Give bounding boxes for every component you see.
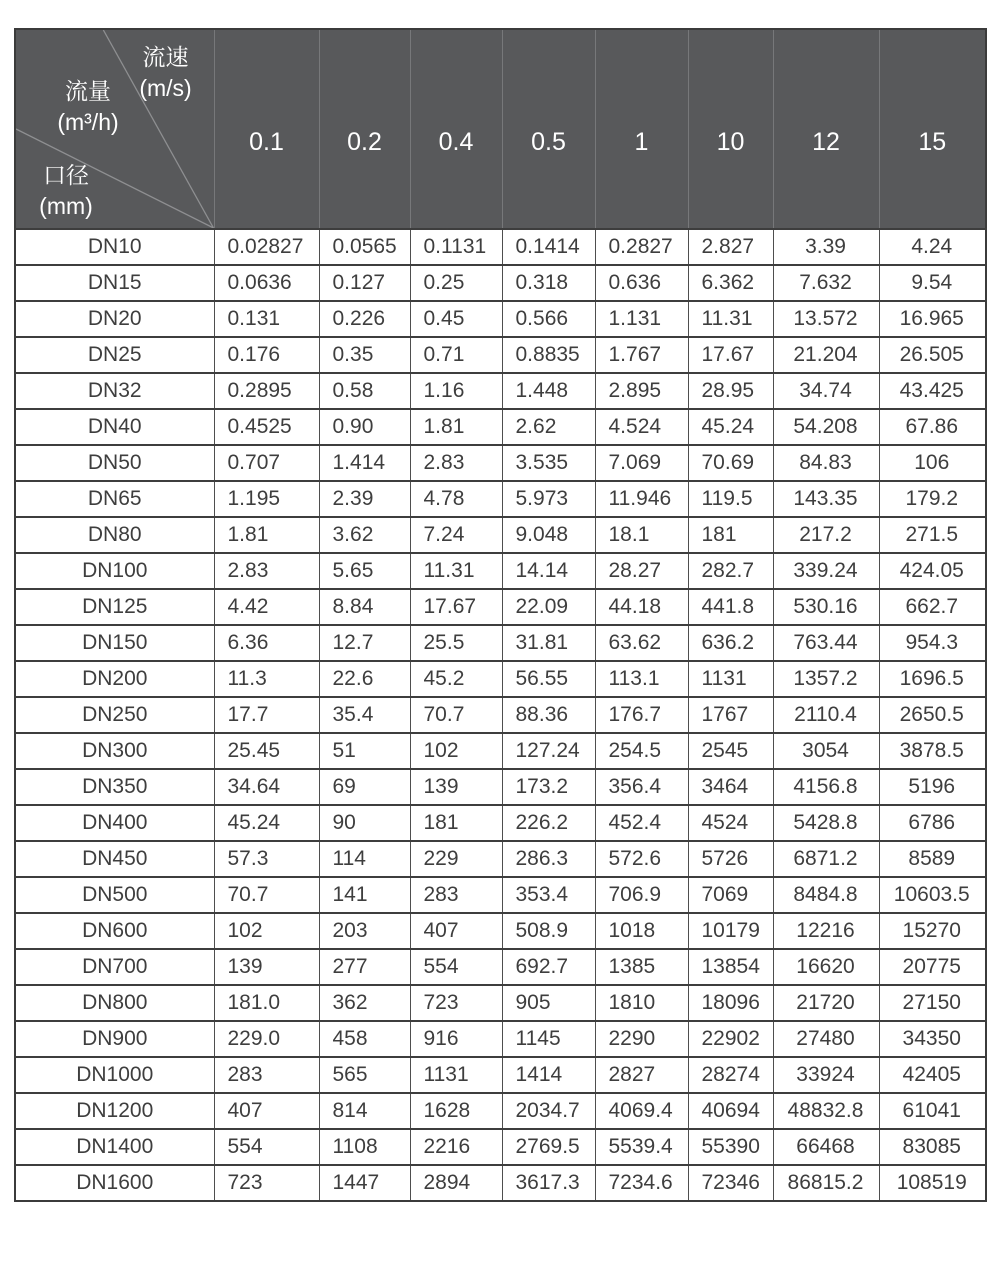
flow-value-cell: 12216 (773, 913, 879, 949)
dn-diameter-label: DN400 (15, 805, 214, 841)
flow-value-cell: 0.318 (502, 265, 595, 301)
flow-value-cell: 3878.5 (879, 733, 986, 769)
dn-diameter-label: DN20 (15, 301, 214, 337)
flow-value-cell: 1.195 (214, 481, 319, 517)
dn-diameter-label: DN150 (15, 625, 214, 661)
flow-value-cell: 102 (214, 913, 319, 949)
flow-value-cell: 45.24 (214, 805, 319, 841)
flow-value-cell: 692.7 (502, 949, 595, 985)
velocity-header-10: 10 (688, 29, 773, 229)
table-row (15, 1093, 986, 1129)
dn-diameter-label: DN32 (15, 373, 214, 409)
flow-value-cell: 57.3 (214, 841, 319, 877)
table-row (15, 481, 986, 517)
flow-value-cell: 1018 (595, 913, 688, 949)
flow-value-cell: 407 (410, 913, 502, 949)
flow-value-cell: 2769.5 (502, 1129, 595, 1165)
dn-diameter-label: DN500 (15, 877, 214, 913)
flow-value-cell: 2827 (595, 1057, 688, 1093)
flow-value-cell: 44.18 (595, 589, 688, 625)
flow-value-cell: 70.69 (688, 445, 773, 481)
flow-value-cell: 0.2827 (595, 229, 688, 265)
table-row (15, 841, 986, 877)
dn-diameter-label: DN200 (15, 661, 214, 697)
flow-value-cell: 13854 (688, 949, 773, 985)
flow-value-cell: 16620 (773, 949, 879, 985)
dn-diameter-label: DN25 (15, 337, 214, 373)
flow-value-cell: 723 (410, 985, 502, 1021)
flow-value-cell: 1131 (688, 661, 773, 697)
flow-value-cell: 13.572 (773, 301, 879, 337)
dn-diameter-label: DN800 (15, 985, 214, 1021)
flow-value-cell: 28274 (688, 1057, 773, 1093)
flow-value-cell: 25.5 (410, 625, 502, 661)
flow-value-cell: 662.7 (879, 589, 986, 625)
flow-value-cell: 1810 (595, 985, 688, 1021)
flow-value-cell: 22.09 (502, 589, 595, 625)
flow-value-cell: 1.767 (595, 337, 688, 373)
flow-value-cell: 33924 (773, 1057, 879, 1093)
flow-value-cell: 10603.5 (879, 877, 986, 913)
flow-value-cell: 7069 (688, 877, 773, 913)
flow-value-cell: 0.58 (319, 373, 410, 409)
flow-value-cell: 4524 (688, 805, 773, 841)
flow-value-cell: 11.946 (595, 481, 688, 517)
flow-value-cell: 0.71 (410, 337, 502, 373)
flow-unit-text: (m³/h) (57, 109, 119, 135)
flow-value-cell: 2650.5 (879, 697, 986, 733)
flow-value-cell: 0.45 (410, 301, 502, 337)
flow-value-cell: 143.35 (773, 481, 879, 517)
flow-value-cell: 4.24 (879, 229, 986, 265)
flow-value-cell: 34.74 (773, 373, 879, 409)
dn-diameter-label: DN65 (15, 481, 214, 517)
flow-value-cell: 83085 (879, 1129, 986, 1165)
flow-value-cell: 0.226 (319, 301, 410, 337)
flow-value-cell: 1.414 (319, 445, 410, 481)
flow-value-cell: 48832.8 (773, 1093, 879, 1129)
table-row (15, 229, 986, 265)
flow-value-cell: 2034.7 (502, 1093, 595, 1129)
flow-value-cell: 69 (319, 769, 410, 805)
flow-value-cell: 1767 (688, 697, 773, 733)
table-row (15, 589, 986, 625)
flow-value-cell: 229.0 (214, 1021, 319, 1057)
flow-value-cell: 2216 (410, 1129, 502, 1165)
flow-value-cell: 67.86 (879, 409, 986, 445)
flow-value-cell: 70.7 (410, 697, 502, 733)
table-row (15, 769, 986, 805)
flow-value-cell: 11.3 (214, 661, 319, 697)
flow-value-cell: 17.67 (688, 337, 773, 373)
flow-value-cell: 441.8 (688, 589, 773, 625)
flow-value-cell: 55390 (688, 1129, 773, 1165)
flow-value-cell: 35.4 (319, 697, 410, 733)
flow-value-cell: 7.632 (773, 265, 879, 301)
table-row (15, 1165, 986, 1201)
flow-value-cell: 286.3 (502, 841, 595, 877)
flow-value-cell: 1628 (410, 1093, 502, 1129)
flow-value-cell: 706.9 (595, 877, 688, 913)
flow-value-cell: 7.069 (595, 445, 688, 481)
flow-value-cell: 905 (502, 985, 595, 1021)
flow-value-cell: 217.2 (773, 517, 879, 553)
velocity-header-12: 12 (773, 29, 879, 229)
flow-value-cell: 20775 (879, 949, 986, 985)
flow-value-cell: 424.05 (879, 553, 986, 589)
flow-value-cell: 127.24 (502, 733, 595, 769)
flow-value-cell: 2.827 (688, 229, 773, 265)
flow-value-cell: 3617.3 (502, 1165, 595, 1201)
table-row (15, 517, 986, 553)
table-row (15, 661, 986, 697)
flow-value-cell: 0.35 (319, 337, 410, 373)
flow-value-cell: 1.131 (595, 301, 688, 337)
dn-diameter-label: DN600 (15, 913, 214, 949)
flow-value-cell: 0.0565 (319, 229, 410, 265)
velocity-header-0.5: 0.5 (502, 29, 595, 229)
table-row (15, 409, 986, 445)
flow-value-cell: 0.1131 (410, 229, 502, 265)
flow-value-cell: 3.39 (773, 229, 879, 265)
flow-value-cell: 119.5 (688, 481, 773, 517)
flow-value-cell: 226.2 (502, 805, 595, 841)
flow-value-cell: 283 (410, 877, 502, 913)
flow-value-cell: 5.973 (502, 481, 595, 517)
flow-value-cell: 173.2 (502, 769, 595, 805)
dn-diameter-label: DN350 (15, 769, 214, 805)
dn-diameter-label: DN1600 (15, 1165, 214, 1201)
flow-value-cell: 530.16 (773, 589, 879, 625)
corner-diameter-label (30, 160, 102, 222)
flow-value-cell: 139 (214, 949, 319, 985)
flow-value-cell: 1.81 (410, 409, 502, 445)
flow-value-cell: 1696.5 (879, 661, 986, 697)
flow-value-cell: 2.83 (214, 553, 319, 589)
table-row (15, 625, 986, 661)
table-row (15, 301, 986, 337)
flow-value-cell: 0.25 (410, 265, 502, 301)
flow-value-cell: 106 (879, 445, 986, 481)
flow-value-cell: 72346 (688, 1165, 773, 1201)
flow-value-cell: 8484.8 (773, 877, 879, 913)
flow-value-cell: 3.62 (319, 517, 410, 553)
flow-value-cell: 3464 (688, 769, 773, 805)
flow-value-cell: 42405 (879, 1057, 986, 1093)
flow-value-cell: 0.2895 (214, 373, 319, 409)
flow-value-cell: 0.8835 (502, 337, 595, 373)
flow-value-cell: 9.048 (502, 517, 595, 553)
flow-value-cell: 176.7 (595, 697, 688, 733)
flow-value-cell: 179.2 (879, 481, 986, 517)
dn-diameter-label: DN80 (15, 517, 214, 553)
corner-header-cell (15, 29, 214, 229)
table-row (15, 553, 986, 589)
velocity-label-text: 流速 (142, 44, 189, 70)
flow-value-cell: 15270 (879, 913, 986, 949)
flow-value-cell: 572.6 (595, 841, 688, 877)
flow-value-cell: 565 (319, 1057, 410, 1093)
flow-value-cell: 356.4 (595, 769, 688, 805)
flow-value-cell: 1447 (319, 1165, 410, 1201)
flow-value-cell: 27480 (773, 1021, 879, 1057)
flow-value-cell: 34350 (879, 1021, 986, 1057)
flow-value-cell: 1145 (502, 1021, 595, 1057)
flow-value-cell: 2.895 (595, 373, 688, 409)
flow-value-cell: 16.965 (879, 301, 986, 337)
flow-value-cell: 508.9 (502, 913, 595, 949)
flow-value-cell: 28.95 (688, 373, 773, 409)
flow-value-cell: 2290 (595, 1021, 688, 1057)
flow-value-cell: 0.707 (214, 445, 319, 481)
flow-value-cell: 1.81 (214, 517, 319, 553)
dn-diameter-label: DN100 (15, 553, 214, 589)
flow-value-cell: 1357.2 (773, 661, 879, 697)
flow-value-cell: 0.131 (214, 301, 319, 337)
flow-value-cell: 954.3 (879, 625, 986, 661)
dn-diameter-label: DN40 (15, 409, 214, 445)
diameter-unit-text: (mm) (39, 193, 93, 219)
flow-value-cell: 141 (319, 877, 410, 913)
velocity-header-0.4: 0.4 (410, 29, 502, 229)
flow-value-cell: 203 (319, 913, 410, 949)
flow-value-cell: 1131 (410, 1057, 502, 1093)
flow-value-cell: 12.7 (319, 625, 410, 661)
flow-value-cell: 2894 (410, 1165, 502, 1201)
flow-value-cell: 113.1 (595, 661, 688, 697)
flow-value-cell: 339.24 (773, 553, 879, 589)
table-row (15, 265, 986, 301)
flow-value-cell: 4156.8 (773, 769, 879, 805)
flow-value-cell: 181.0 (214, 985, 319, 1021)
dn-diameter-label: DN300 (15, 733, 214, 769)
header-row (15, 29, 986, 229)
flow-value-cell: 4.524 (595, 409, 688, 445)
dn-diameter-label: DN10 (15, 229, 214, 265)
dn-diameter-label: DN125 (15, 589, 214, 625)
flow-value-cell: 6.362 (688, 265, 773, 301)
flow-value-cell: 84.83 (773, 445, 879, 481)
flow-value-cell: 271.5 (879, 517, 986, 553)
dn-diameter-label: DN50 (15, 445, 214, 481)
flow-value-cell: 7.24 (410, 517, 502, 553)
flow-value-cell: 4.78 (410, 481, 502, 517)
flow-value-cell: 277 (319, 949, 410, 985)
table-row (15, 1129, 986, 1165)
velocity-unit-text: (m/s) (139, 75, 192, 101)
table-row (15, 1021, 986, 1057)
flow-value-cell: 8.84 (319, 589, 410, 625)
flow-value-cell: 5428.8 (773, 805, 879, 841)
flow-value-cell: 43.425 (879, 373, 986, 409)
flow-value-cell: 1.448 (502, 373, 595, 409)
table-row (15, 877, 986, 913)
table-row (15, 697, 986, 733)
flow-value-cell: 452.4 (595, 805, 688, 841)
flow-value-cell: 814 (319, 1093, 410, 1129)
flow-label-text: 流量 (65, 78, 111, 104)
dn-diameter-label: DN1200 (15, 1093, 214, 1129)
flow-value-cell: 28.27 (595, 553, 688, 589)
flow-value-cell: 56.55 (502, 661, 595, 697)
velocity-header-1: 1 (595, 29, 688, 229)
flow-value-cell: 0.02827 (214, 229, 319, 265)
flow-value-cell: 554 (410, 949, 502, 985)
table-row (15, 733, 986, 769)
table-row (15, 337, 986, 373)
flow-value-cell: 17.7 (214, 697, 319, 733)
table-row (15, 985, 986, 1021)
flow-value-cell: 26.505 (879, 337, 986, 373)
flow-value-cell: 5726 (688, 841, 773, 877)
corner-flow-label (48, 76, 128, 138)
flow-value-cell: 22.6 (319, 661, 410, 697)
table-row (15, 445, 986, 481)
flow-value-cell: 18.1 (595, 517, 688, 553)
flow-value-cell: 21.204 (773, 337, 879, 373)
flow-value-cell: 0.90 (319, 409, 410, 445)
flow-value-cell: 9.54 (879, 265, 986, 301)
dn-diameter-label: DN1000 (15, 1057, 214, 1093)
flow-value-cell: 6871.2 (773, 841, 879, 877)
flow-value-cell: 17.67 (410, 589, 502, 625)
flow-value-cell: 0.566 (502, 301, 595, 337)
table-row (15, 1057, 986, 1093)
flow-value-cell: 6.36 (214, 625, 319, 661)
flow-value-cell: 114 (319, 841, 410, 877)
flow-value-cell: 14.14 (502, 553, 595, 589)
flow-value-cell: 2545 (688, 733, 773, 769)
flow-value-cell: 5196 (879, 769, 986, 805)
table-row (15, 913, 986, 949)
flow-value-cell: 1108 (319, 1129, 410, 1165)
flow-value-cell: 2.39 (319, 481, 410, 517)
flow-value-cell: 353.4 (502, 877, 595, 913)
flow-value-cell: 2110.4 (773, 697, 879, 733)
dn-diameter-label: DN250 (15, 697, 214, 733)
flow-value-cell: 10179 (688, 913, 773, 949)
flow-value-cell: 108519 (879, 1165, 986, 1201)
flow-value-cell: 0.0636 (214, 265, 319, 301)
flow-value-cell: 18096 (688, 985, 773, 1021)
flow-value-cell: 27150 (879, 985, 986, 1021)
flow-value-cell: 139 (410, 769, 502, 805)
flow-value-cell: 0.176 (214, 337, 319, 373)
flow-value-cell: 70.7 (214, 877, 319, 913)
dn-diameter-label: DN900 (15, 1021, 214, 1057)
dn-diameter-label: DN1400 (15, 1129, 214, 1165)
flow-value-cell: 61041 (879, 1093, 986, 1129)
dn-diameter-label: DN450 (15, 841, 214, 877)
flow-value-cell: 458 (319, 1021, 410, 1057)
flow-value-cell: 0.4525 (214, 409, 319, 445)
flow-value-cell: 1414 (502, 1057, 595, 1093)
diameter-label-text: 口径 (43, 162, 89, 188)
flow-value-cell: 636.2 (688, 625, 773, 661)
flow-value-cell: 554 (214, 1129, 319, 1165)
flow-value-cell: 5.65 (319, 553, 410, 589)
corner-velocity-label (126, 42, 206, 104)
flow-value-cell: 6786 (879, 805, 986, 841)
flow-value-cell: 0.636 (595, 265, 688, 301)
flow-value-cell: 181 (688, 517, 773, 553)
dn-diameter-label: DN15 (15, 265, 214, 301)
table-row (15, 805, 986, 841)
flow-value-cell: 102 (410, 733, 502, 769)
table-body (15, 229, 986, 1201)
flow-value-cell: 362 (319, 985, 410, 1021)
flow-value-cell: 8589 (879, 841, 986, 877)
flow-value-cell: 11.31 (410, 553, 502, 589)
flow-value-cell: 21720 (773, 985, 879, 1021)
flow-value-cell: 22902 (688, 1021, 773, 1057)
flow-value-cell: 34.64 (214, 769, 319, 805)
flow-value-cell: 2.62 (502, 409, 595, 445)
table-row (15, 949, 986, 985)
flow-value-cell: 407 (214, 1093, 319, 1129)
flow-value-cell: 4069.4 (595, 1093, 688, 1129)
flow-value-cell: 31.81 (502, 625, 595, 661)
flow-value-cell: 283 (214, 1057, 319, 1093)
flow-value-cell: 45.24 (688, 409, 773, 445)
flow-value-cell: 51 (319, 733, 410, 769)
flow-value-cell: 88.36 (502, 697, 595, 733)
flow-value-cell: 916 (410, 1021, 502, 1057)
flow-value-cell: 66468 (773, 1129, 879, 1165)
flow-value-cell: 4.42 (214, 589, 319, 625)
flow-value-cell: 3.535 (502, 445, 595, 481)
flow-value-cell: 0.127 (319, 265, 410, 301)
table-row (15, 373, 986, 409)
flow-value-cell: 229 (410, 841, 502, 877)
flow-value-cell: 63.62 (595, 625, 688, 661)
flow-value-cell: 723 (214, 1165, 319, 1201)
velocity-header-0.2: 0.2 (319, 29, 410, 229)
flow-value-cell: 1385 (595, 949, 688, 985)
flow-value-cell: 254.5 (595, 733, 688, 769)
flow-value-cell: 25.45 (214, 733, 319, 769)
flow-value-cell: 45.2 (410, 661, 502, 697)
flow-value-cell: 1.16 (410, 373, 502, 409)
flow-rate-table (14, 28, 987, 1202)
flow-value-cell: 86815.2 (773, 1165, 879, 1201)
dn-diameter-label: DN700 (15, 949, 214, 985)
flow-value-cell: 282.7 (688, 553, 773, 589)
flow-value-cell: 90 (319, 805, 410, 841)
flow-value-cell: 7234.6 (595, 1165, 688, 1201)
flow-value-cell: 3054 (773, 733, 879, 769)
flow-value-cell: 763.44 (773, 625, 879, 661)
flow-value-cell: 5539.4 (595, 1129, 688, 1165)
velocity-header-15: 15 (879, 29, 986, 229)
flow-value-cell: 54.208 (773, 409, 879, 445)
flow-value-cell: 181 (410, 805, 502, 841)
flow-value-cell: 40694 (688, 1093, 773, 1129)
flow-value-cell: 0.1414 (502, 229, 595, 265)
flow-value-cell: 2.83 (410, 445, 502, 481)
flow-value-cell: 11.31 (688, 301, 773, 337)
velocity-header-0.1: 0.1 (214, 29, 319, 229)
